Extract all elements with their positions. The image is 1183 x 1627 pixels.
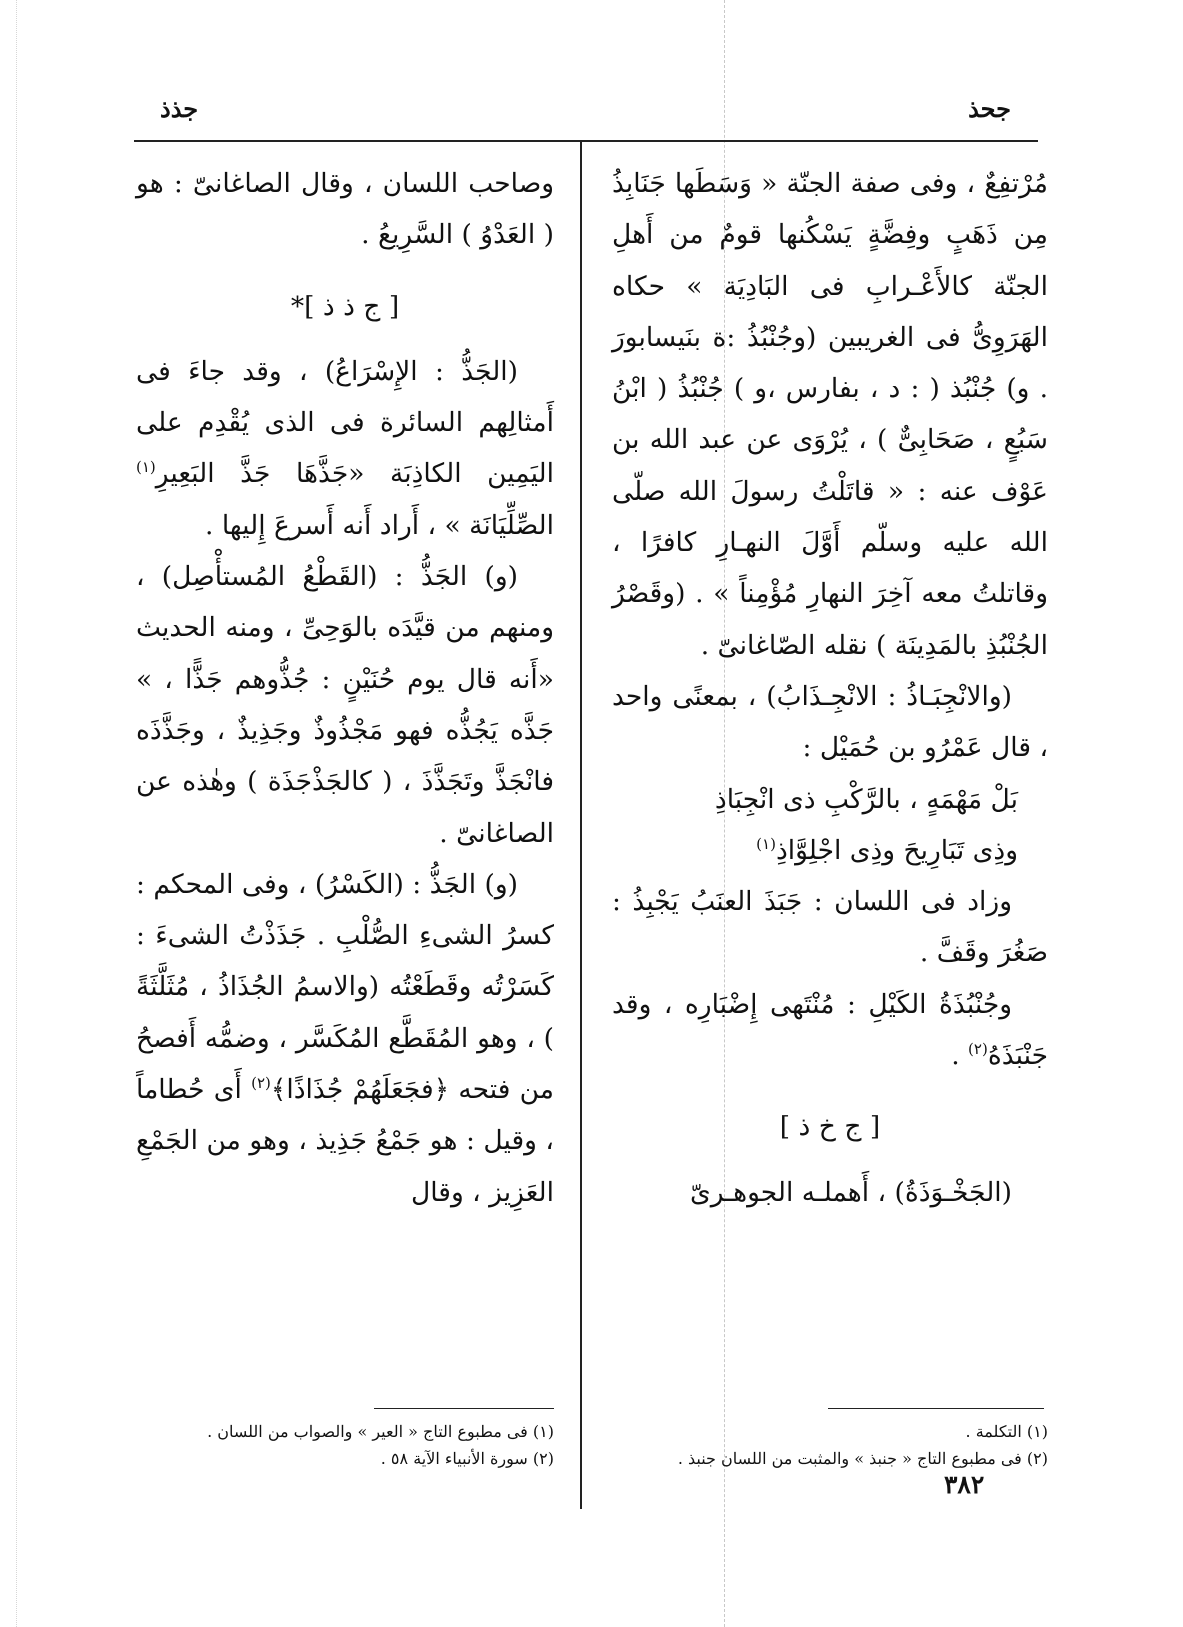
- footnotes-left: [136, 1418, 554, 1472]
- left-paragraph-2: [136, 346, 554, 551]
- footnote-rule-left: [374, 1408, 554, 1409]
- entry-heading-jkhdh: [ ج خ ذ ]: [779, 1111, 881, 1143]
- footnotes-right: [612, 1418, 1048, 1472]
- footnote-item: (٢) سورة الأنبياء الآية ٥٨ .: [380, 1449, 554, 1468]
- left-paragraph-3: (و) الجَذُّ : (القَطْعُ المُستأْصِل) ، ومنهم من قيَّدَه بالوَحِىِّ ، ومنه الحديث «أَنه قال يوم حُنَيْنٍ : جُذُّوهم جَذًّا ، » جَذَّه يَجُذُّه فهو مَجْذُوذٌ وجَذِيذٌ ، وجَذَّذَه فانْجَذَّ وتَجَذَّذَ ، ( كالجَذْجَذَة ) وهٰذه عن الصاغانىّ .: [136, 561, 554, 849]
- column-divider: [580, 141, 582, 1509]
- footnote-item: (٢) فى مطبوع التاج « جنبذ » والمثبت من اللسان جنبذ .: [677, 1449, 1048, 1468]
- footnote-item: (١) فى مطبوع التاج « العير » والصواب من اللسان .: [207, 1422, 554, 1441]
- right-paragraph-5: (الجَخْـوَذَةُ) ، أَهملـه الجوهـرىّ: [689, 1176, 1012, 1208]
- right-paragraph-3: وزاد فى اللسان : جَبَذَ العنَبُ يَجْبِذُ : صَغُرَ وقَفَّ .: [612, 886, 1048, 969]
- right-paragraph-4-end: .: [951, 1040, 969, 1072]
- left-paragraph-2b: الصِّلِّيَانَة » ، أَراد أَنه أَسرعَ إِليها .: [205, 509, 554, 541]
- left-column: [136, 158, 554, 1218]
- scan-edge-line: [16, 0, 17, 1627]
- right-paragraph-2: (والانْجِبَـاذُ : الانْجِـذَابُ) ، بمعنًى واحد ، قال عَمْرُو بن حُمَيْل :: [612, 680, 1048, 764]
- left-paragraph-4b: أَى حُطاماً ، وقيل : هو جَمْعُ جَذِيذ ، وهو من الجَمْعِ العَزِيز ، وقال: [136, 1074, 554, 1208]
- header-rule: [134, 140, 1038, 142]
- page-number: ٣٨٢: [944, 1470, 985, 1499]
- footnote-marker: (٢): [968, 1040, 988, 1059]
- right-paragraph-4: [612, 979, 1048, 1082]
- left-paragraph-4a: (و) الجَذُّ : (الكَسْرُ) ، وفى المحكم : كسرُ الشىءِ الصُّلْبِ . جَذَذْتُ الشىءَ : كَسَرْتُه وقَطَعْتُه (والاسمُ الجُذَاذُ ، مُثَلَّثَةً ) ، وهو المُقَطَّع المُكَسَّر ، وضمُّه أَفصحُ من فتحه ﴿فجَعَلَهُمْ جُذَاذًا﴾: [136, 868, 555, 1106]
- verse-line-2-text: وذِى تَبَارِيحَ وذِى اجْلِوَّاذِ: [775, 834, 1018, 866]
- footnote-marker: (١): [756, 835, 776, 854]
- verse-line-2: [612, 825, 1048, 876]
- footnote-marker: (١): [136, 458, 156, 477]
- right-paragraph-1: مُرْتفِعٌ ، وفى صفة الجنّة « وَسَطَها جَنَابِذُ مِن ذَهَبٍ وفِضَّةٍ يَسْكُنها قومٌ من أَهلِ الجنّة كالأَعْـرابِ فى البَادِيَة » حكاه الهَرَوِىُّ فى الغريبين (وجُنْبُذُ :ة بنَيسابورَ . و) جُنْبُذ ( : د ، بفارس ،و ) جُنْبُذُ ( ابْنُ سَبُعٍ ، صَحَابِىٌّ ) ، يُرْوَى عن عبد الله بن عَوْف عنه : « قاتَلْتُ رسولَ الله صلّى الله عليه وسلّم أَوَّلَ النهـارِ كافرًا ، وقاتلتُ معه آخِرَ النهارِ مُؤْمِناً » . (وقَصْرُ الجُنْبُذِ بالمَدِينَة ) نقله الصّاغانىّ .: [612, 168, 1048, 661]
- running-head-left: جذذ: [160, 94, 199, 123]
- left-paragraph-4: [136, 859, 554, 1218]
- right-paragraph-4-text: وجُنْبُذَةُ الكَيْلِ : مُنْتَهى إِضْبَارِه ، وقد جَنْبَذَهُ: [612, 988, 1048, 1072]
- left-paragraph-2a: (الجَذُّ : الإِسْرَاعُ) ، وقد جاءَ فى أَمثالِهم السائرة فى الذى يُقْدِم على اليَمِين الكاذِبَة «جَذَّهَا جَذَّ البَعِيرِ: [136, 355, 554, 490]
- right-column: [612, 158, 1048, 1218]
- footnote-item: (١) التكلمة .: [965, 1422, 1048, 1441]
- left-paragraph-1: وصاحب اللسان ، وقال الصاغانىّ : هو ( العَدْوُ ) السَّرِيعُ .: [136, 168, 554, 251]
- entry-heading-jdhdh: [ ج ذ ذ ]*: [290, 290, 400, 322]
- running-head-right: جحذ: [968, 94, 1011, 123]
- footnote-marker: (٢): [251, 1074, 271, 1093]
- verse-line-1: بَلْ مَهْمَهٍ ، بالرَّكْبِ ذى انْجِبَاذِ: [714, 783, 1018, 815]
- footnote-rule-right: [828, 1408, 1044, 1409]
